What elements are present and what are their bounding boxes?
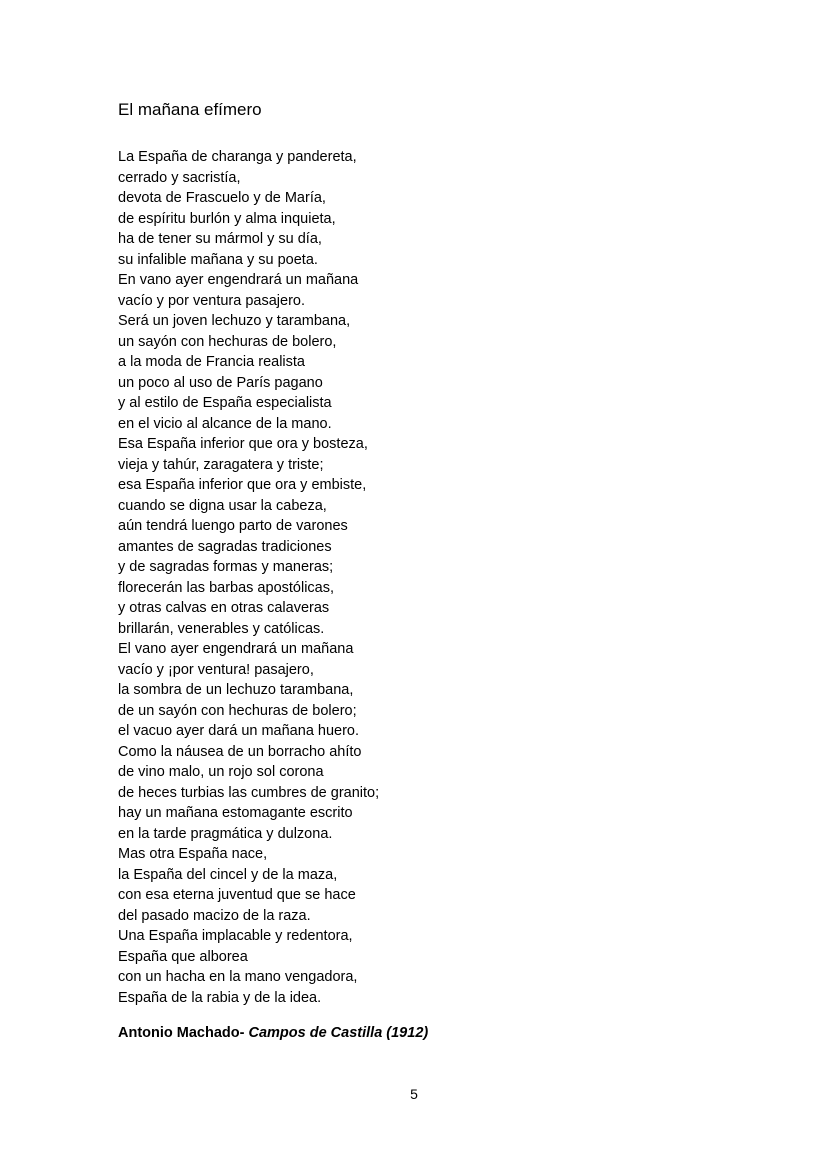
poem-line: un sayón con hechuras de bolero,	[118, 333, 337, 350]
poem-line: cerrado y sacristía,	[118, 169, 241, 186]
poem-line: devota de Frascuelo y de María,	[118, 190, 326, 206]
page-number: 5	[410, 1086, 418, 1102]
poem-line: El vano ayer engendrará un mañana	[118, 641, 354, 657]
poem-line: en la tarde pragmática y dulzona.	[118, 825, 333, 842]
poem-line: y de sagradas formas y maneras;	[118, 559, 334, 575]
poem-line: con esa eterna juventud que se hace	[118, 887, 356, 903]
poem-line: su infalible mañana y su poeta.	[118, 251, 318, 268]
poem-line: vacío y ¡por ventura! pasajero,	[118, 661, 314, 678]
poem-line: ha de tener su mármol y su día,	[118, 231, 322, 247]
poem-line: España que alborea	[118, 948, 248, 965]
poem-line: brillarán, venerables y católicas.	[118, 620, 325, 637]
poem-line: vieja y tahúr, zaragatera y triste;	[118, 456, 324, 473]
poem-title: El mañana efímero	[118, 100, 262, 119]
poem-line: con un hacha en la mano vengadora,	[118, 969, 358, 985]
poem-line: España de la rabia y de la idea.	[118, 989, 322, 1006]
poem-line: Como la náusea de un borracho ahíto	[118, 743, 362, 760]
poem-line: de vino malo, un rojo sol corona	[118, 764, 324, 780]
attribution-work: Campos de Castilla (1912)	[248, 1025, 429, 1041]
poem-line: a la moda de Francia realista	[118, 354, 305, 370]
poem-line: hay un mañana estomagante escrito	[118, 805, 353, 821]
poem-line: cuando se digna usar la cabeza,	[118, 497, 327, 514]
attribution	[118, 1023, 428, 1043]
poem-line: Esa España inferior que ora y bosteza,	[118, 436, 368, 452]
poem-body	[118, 147, 379, 1008]
poem-line: Será un joven lechuzo y tarambana,	[118, 313, 351, 329]
poem-line: vacío y por ventura pasajero.	[118, 292, 305, 309]
poem-line: la sombra de un lechuzo tarambana,	[118, 682, 354, 698]
poem-line: en el vicio al alcance de la mano.	[118, 415, 332, 432]
poem-line: de heces turbias las cumbres de granito;	[118, 784, 380, 801]
poem-line: del pasado macizo de la raza.	[118, 907, 311, 924]
poem-line: Mas otra España nace,	[118, 846, 268, 862]
poem-line: la España del cincel y de la maza,	[118, 866, 338, 883]
poem-line: Una España implacable y redentora,	[118, 928, 353, 944]
poem-line: y al estilo de España especialista	[118, 395, 332, 411]
attribution-author: Antonio Machado-	[118, 1025, 245, 1041]
poem-line: de un sayón con hechuras de bolero;	[118, 702, 357, 719]
poem-line: el vacuo ayer dará un mañana huero.	[118, 723, 360, 739]
poem-line: de espíritu burlón y alma inquieta,	[118, 210, 336, 227]
poem-line: y otras calvas en otras calaveras	[118, 600, 330, 616]
poem-line: esa España inferior que ora y embiste,	[118, 477, 367, 493]
poem-line: amantes de sagradas tradiciones	[118, 538, 332, 555]
poem-line: un poco al uso de París pagano	[118, 374, 323, 391]
poem-line: En vano ayer engendrará un mañana	[118, 272, 359, 288]
poem-line: aún tendrá luengo parto de varones	[118, 518, 348, 534]
poem-line: florecerán las barbas apostólicas,	[118, 579, 335, 596]
poem-line: La España de charanga y pandereta,	[118, 149, 357, 165]
